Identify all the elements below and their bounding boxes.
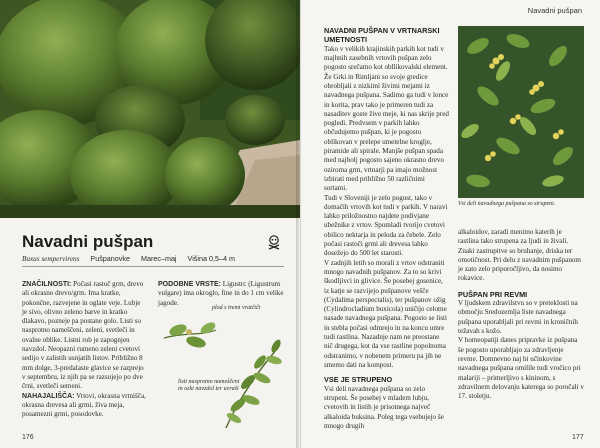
slovenia-text: Tudi v Sloveniji je zelo pogost, tako v domačih vrtovih kot tudi v parkih. V naravi lahko priložnostno najdete podivjane ubežnike z vrtov. Spomladi tvorijo cvetovi obilico nektarja in peloda za čebele. Zelo počasi rastoči grmi ali drevesa lahko dosežejo do 500 let starosti. (324, 193, 448, 258)
leaves-caption: listi nasprotno nameščeni in ozki navzdol ter uvraši (178, 379, 240, 393)
photo-caption: Vsi deli navadnega pušpana so strupeni. (458, 201, 556, 207)
right-second-column (458, 228, 584, 401)
characteristics-column (22, 280, 147, 419)
topiary-garden-photo (0, 0, 300, 218)
running-head: Navadni pušpan (527, 6, 582, 15)
flowering-period: Marec–maj (140, 254, 177, 263)
skull-poison-icon (266, 234, 282, 250)
right-text-column (324, 26, 449, 431)
similar-species-label: PODOBNE VRSTE: (158, 281, 222, 288)
fruit-caption: plod s tremi vratčiči (212, 305, 261, 311)
heading-poisonous: VSE JE STRUPENO (324, 375, 393, 385)
page-number-right: 177 (572, 434, 584, 441)
heading-topiary: NAVADNI PUŠPAN V VRTNARSKI UMETNOSTI (324, 26, 440, 45)
homeopathy-text: V homeopatiji danes pripravke iz pušpana še pogosto uporabljajo za zdravljenje revme. Domnevno naj bi učinkovine navadnega pušpana omilile tudi vročico pri malariji – primerljivo s kininom, s zdravilnem delovanju katerega so poročali v 17. stoletju. (458, 336, 584, 401)
divider-rule (22, 266, 284, 267)
pests-text: V zadnjih letih so morali z vrtov odstraniti mnogo navadnih pušpanov. Za to so krivi škodljivci in glivice. Še posebej gosenice, iz katje se razvijejo pušpanove vešče (Cydalima perspectalis), ter pušpanov ožig (Cylindrocladium buxicola) uničijo celotne nasade navadnega pušpana. Pogosto se listi in stebla počasi odmrejo in na koncu umre tudi rastlina. Nazadnje nam ne preostane nič drugega, kot da vse rastline popolnoma odstranimo, v nobenem primeru pa jih ne smemo dati na kompost. (324, 258, 447, 369)
latin-name: Buxus sempervirens (22, 255, 80, 263)
alkaloids-text: alkaloidov, zaradi menimo katerih je rastlina tako strupena za ljudi in živali. Znaki zastrupitve so bruhanje, driska ter omotičnost. Pri delu z navadnim pušpanom je zato zelo priporočljivo, da nosimo rokavice. (458, 228, 581, 283)
similar-species-column (158, 280, 286, 308)
boxwood-branch-illustration (156, 310, 290, 428)
boxwood-flowers-photo (458, 26, 584, 198)
topiary-text: Tako v velikih krajinskih parkih kot tudi v majhnih zasebnih vrtovih pušpan zelo pogosto srečamo kot obllikovalski element. Že Grki in Rimljani so svoje gredice obrobljali z nizkimi živimi mejami iz navadnega pušpana. Sadimo ga tudi v lonce in korita, prav tako je primeren tudi za nasaditev goste žive meje, ki nas skrije pred pogledi. Predvsem v parkih lahko občudujemo pušpan, ki je pogosto oblikovan v prelepe umetelne kroglje, piramide ali spirale. Manjše pušpan spada med najbolj pogosto sajeno okrasno drevo oziroma grm, vrtnarji pa imajo možnost izbirati med približno 50 različnimi sortami. (324, 44, 449, 193)
characteristics-label: ZNAČILNOSTI: (22, 281, 72, 288)
plant-family: Pušpanovke (90, 254, 130, 263)
plant-title: Navadni pušpan (22, 232, 154, 251)
similar-species-text: Ligustrc (Ligustrum vulgare) ima okroglo, fine in do 1 cm velike jagode. (158, 280, 284, 307)
habitat-label: NAHAJALIŠČA: (22, 392, 75, 400)
folk-medicine-text: V ljudskem zdravilstvu so v preteklosti na območju Sredozemlja liste navadnega pušpana uporabljali pri revmi in kroničnih težavah s kožo. (458, 299, 578, 336)
heading-rheumatism: PUŠPAN PRI REVMI (458, 289, 528, 299)
habitat-text: Vrtovi, okrasna vrtnišča, okrasna drevesa ali grmi, živa meja, posamezni grmi, posodovke. (22, 391, 146, 419)
page-number-left: 176 (22, 434, 34, 441)
characteristics-text: Počasi rastoč grm, drevo ali okrasno drevo/grm. Ima kratke, pokončne, razvejene in oglate veje. Lubje je sivo, olivno zeleno barve in kratko dlakavo, pozneje pa postane golo. Listi so nasprotno nameščeni, zeleni, svetleči in ovalne oblike. Listni rob je zapognjen navzdol. Neopazni rumeno zeleni cvetovi sedijo v zalistih usnjatih listov. Približno 8 mm dolge, 3-predalaste glavice se razprejo v septembru, iz njih pa se razsujejo po dve črni, svetleči semeni. (22, 280, 144, 391)
plant-height: Višina 0,5–4 m (187, 254, 235, 263)
poisonous-text: Vsi deli navadnega pušpana so zelo strupeni. Še posebej v mladem lubju, cvetovih in listih je prisotnega največ alkaloida buksina. Poleg tega vsebujejo še mnogo drugih (324, 384, 444, 430)
plant-facts-line (22, 254, 244, 263)
